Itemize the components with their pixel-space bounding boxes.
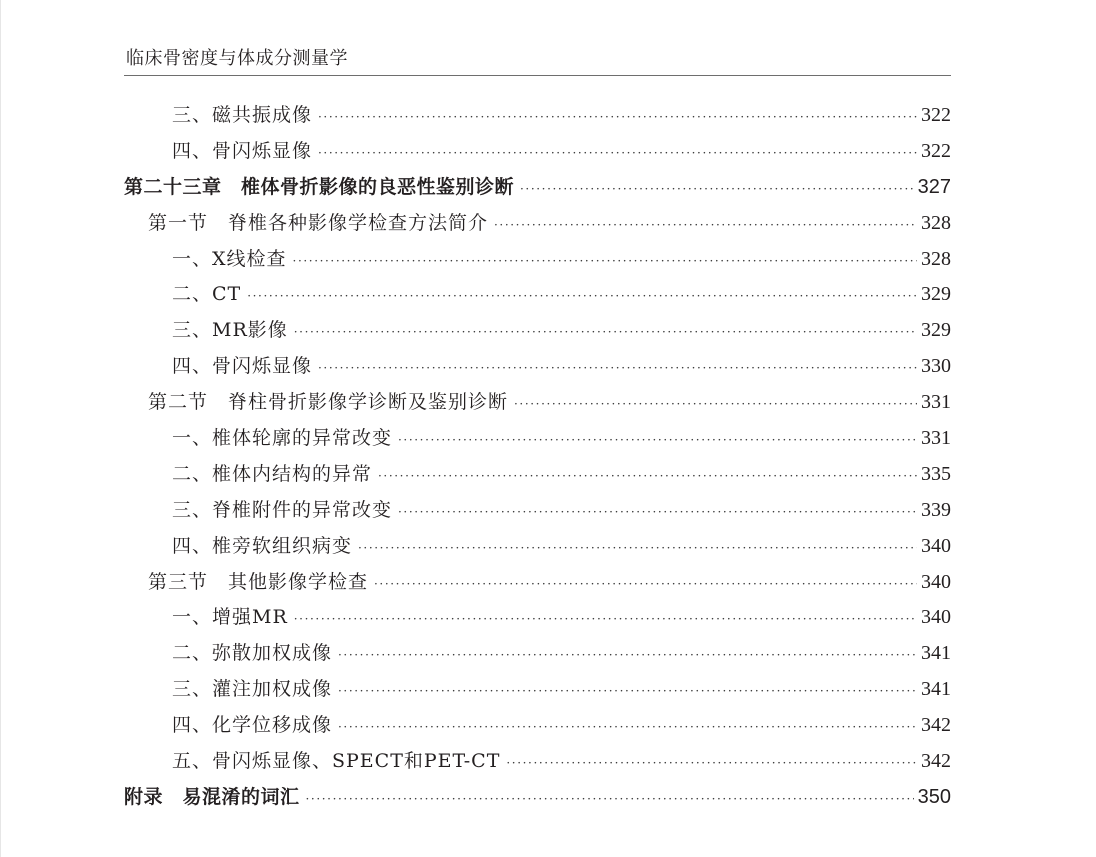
toc-entry-label: 二、弥散加权成像 <box>172 642 333 665</box>
toc-entry[interactable] <box>124 351 951 387</box>
toc-page-number: 330 <box>921 355 951 378</box>
toc-entry[interactable] <box>124 746 951 782</box>
toc-entry-label: 一、X线检查 <box>172 247 287 270</box>
toc-entry[interactable] <box>124 602 951 638</box>
toc-page-number: 327 <box>917 175 951 198</box>
toc-page-number: 341 <box>921 678 951 701</box>
toc-page-number: 339 <box>921 498 951 521</box>
toc-page-number: 340 <box>921 606 951 629</box>
toc-entry[interactable] <box>124 459 951 495</box>
toc-entry[interactable] <box>124 172 951 208</box>
toc-entry-label: 四、骨闪烁显像 <box>172 355 313 378</box>
toc-page-number: 328 <box>921 211 951 234</box>
dot-leader <box>494 218 917 232</box>
toc-entry[interactable] <box>124 208 951 244</box>
toc-entry-label: 三、脊椎附件的异常改变 <box>172 498 393 521</box>
dot-leader <box>358 541 917 555</box>
toc-entry[interactable] <box>124 136 951 172</box>
toc-entry-label: 附录 易混淆的词汇 <box>124 785 300 808</box>
toc-entry-label: 三、磁共振成像 <box>172 104 313 126</box>
dot-leader <box>306 792 914 806</box>
dot-leader <box>294 612 917 626</box>
toc-entry[interactable] <box>124 100 951 136</box>
toc-page-number: 341 <box>921 642 951 665</box>
toc-entry[interactable] <box>124 315 951 351</box>
toc-page-number: 350 <box>917 785 951 808</box>
dot-leader <box>338 684 917 698</box>
toc-entry-label: 二、椎体内结构的异常 <box>172 462 373 485</box>
dot-leader <box>318 146 917 160</box>
toc-entry[interactable] <box>124 495 951 531</box>
toc-entry-label: 三、MR影像 <box>172 319 288 342</box>
toc-page-number: 335 <box>921 462 951 485</box>
toc-page-number: 331 <box>921 391 951 414</box>
toc-entry[interactable] <box>124 279 951 315</box>
toc-entry-label: 一、增强MR <box>172 606 288 629</box>
dot-leader <box>338 720 917 734</box>
toc-entry[interactable] <box>124 423 951 459</box>
toc-page-number: 328 <box>921 247 951 270</box>
dot-leader <box>338 648 917 662</box>
dot-leader <box>293 254 917 268</box>
dot-leader <box>294 325 917 339</box>
toc-entry-label: 第一节 脊椎各种影像学检查方法简介 <box>148 211 489 234</box>
toc-entry[interactable] <box>124 710 951 746</box>
toc-entry[interactable] <box>124 782 951 818</box>
toc-page-number: 342 <box>921 750 951 773</box>
dot-leader <box>398 433 917 447</box>
dot-leader <box>514 397 917 411</box>
running-head-title: 临床骨密度与体成分测量学 <box>126 48 348 69</box>
toc-entry-label: 第二节 脊柱骨折影像学诊断及鉴别诊断 <box>148 391 509 414</box>
toc-entry[interactable] <box>124 387 951 423</box>
toc-entry[interactable] <box>124 244 951 280</box>
toc-entry-label: 第二十三章 椎体骨折影像的良恶性鉴别诊断 <box>124 175 515 198</box>
dot-leader <box>318 110 917 124</box>
toc-page-number: 322 <box>921 104 951 126</box>
header-rule <box>124 75 951 76</box>
toc-entry-label: 第三节 其他影像学检查 <box>148 570 369 593</box>
dot-leader <box>318 361 917 375</box>
toc-entry[interactable] <box>124 567 951 603</box>
dot-leader <box>506 756 917 770</box>
toc-page-number: 340 <box>921 534 951 557</box>
toc-page-number: 340 <box>921 570 951 593</box>
toc-entry-label: 四、化学位移成像 <box>172 714 333 737</box>
dot-leader <box>520 182 914 196</box>
toc-entry[interactable] <box>124 531 951 567</box>
toc-entry-label: 五、骨闪烁显像、SPECT和PET-CT <box>172 750 501 773</box>
dot-leader <box>374 577 917 591</box>
toc-page-number: 322 <box>921 139 951 162</box>
dot-leader <box>378 469 917 483</box>
toc-entry[interactable] <box>124 674 951 710</box>
toc-entry-label: 三、灌注加权成像 <box>172 678 333 701</box>
toc-entry[interactable] <box>124 638 951 674</box>
toc-entry-label: 一、椎体轮廓的异常改变 <box>172 427 393 450</box>
dot-leader <box>247 289 917 303</box>
toc-entry-label: 四、骨闪烁显像 <box>172 139 313 162</box>
table-of-contents <box>124 100 951 818</box>
toc-page-number: 329 <box>921 319 951 342</box>
toc-entry-label: 四、椎旁软组织病变 <box>172 534 353 557</box>
dot-leader <box>398 505 917 519</box>
toc-page-number: 342 <box>921 714 951 737</box>
toc-entry-label: 二、CT <box>172 283 242 306</box>
toc-page-number: 329 <box>921 283 951 306</box>
toc-page-number: 331 <box>921 427 951 450</box>
